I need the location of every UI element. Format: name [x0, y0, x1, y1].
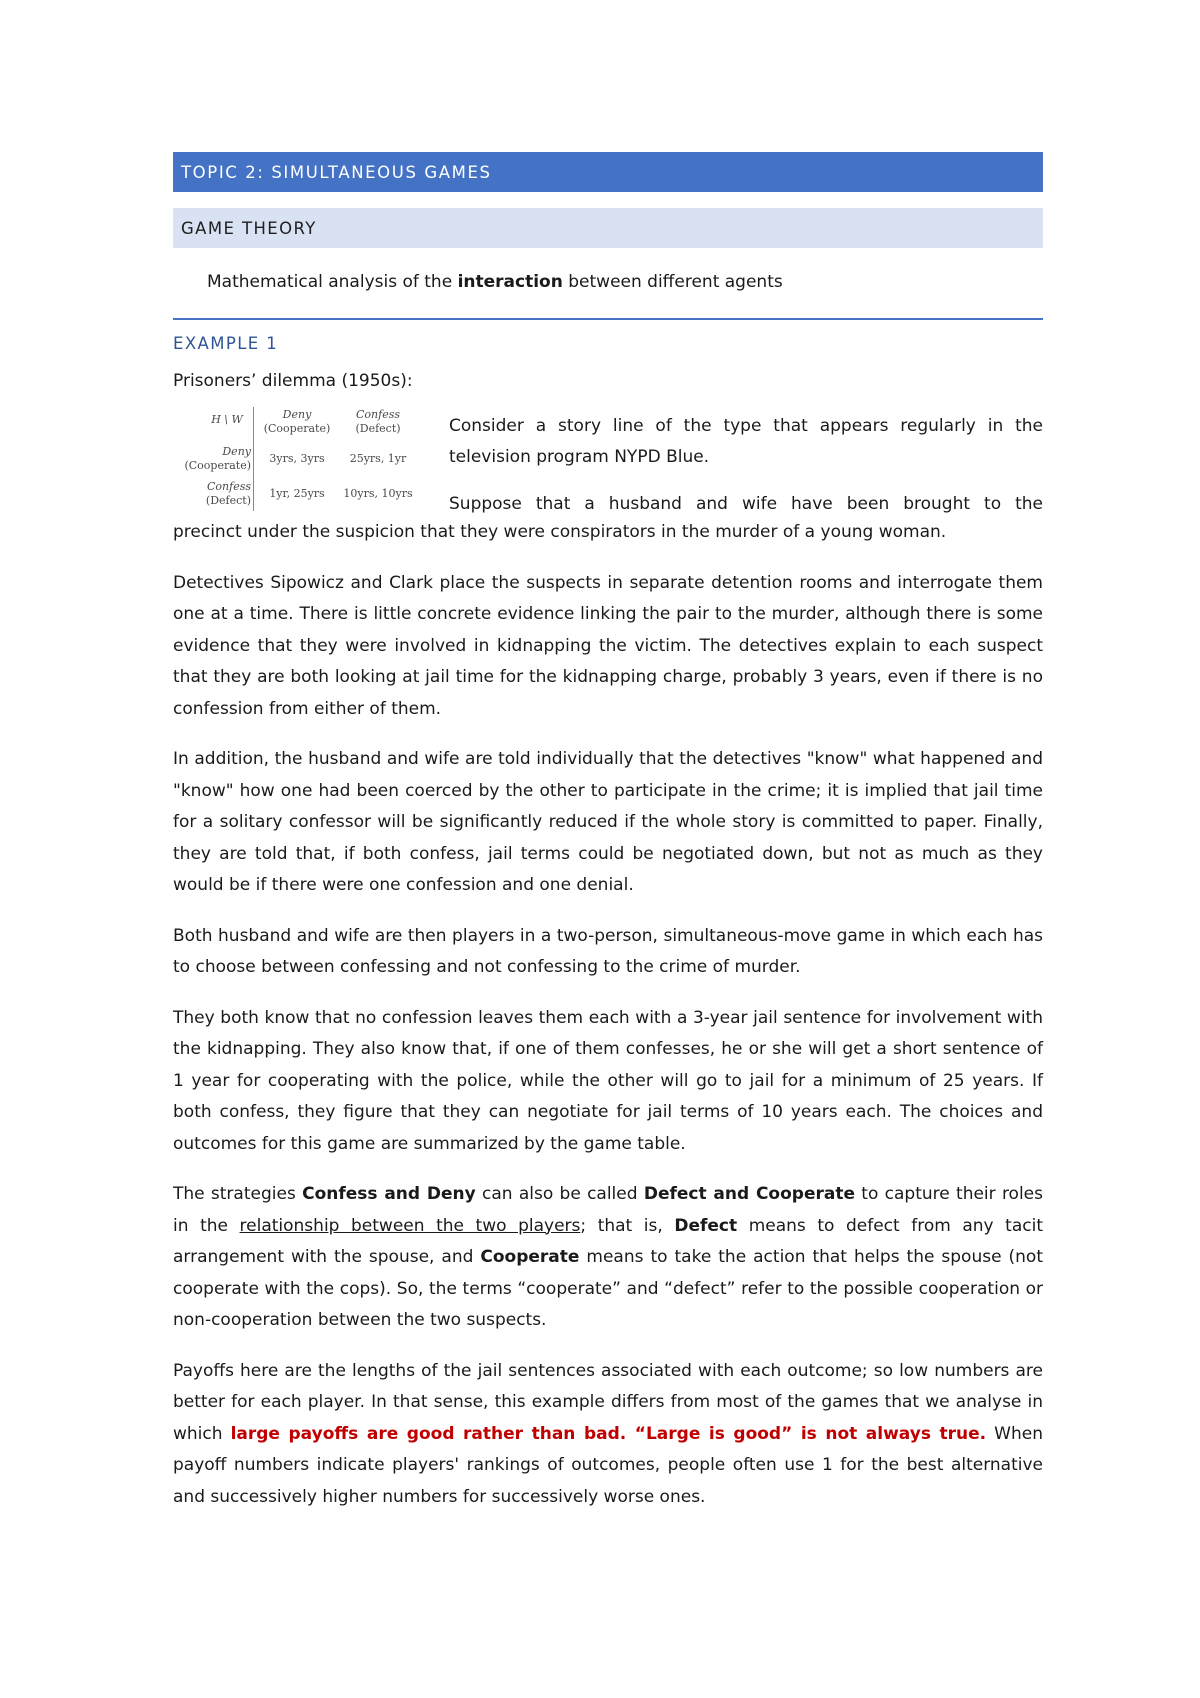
intro-line: Mathematical analysis of the interaction between different agents: [207, 272, 783, 292]
section-header: [173, 208, 1043, 248]
payoff-table: [173, 405, 417, 513]
example-subheading: Prisoners’ dilemma (1950s):: [173, 371, 413, 391]
payoff-confess-confess: 10yrs, 10yrs: [343, 487, 413, 500]
paragraph-8: Payoffs here are the lengths of the jail sentences associated with each outcome; so low numbers are better for each player. In that sense, this example differs from most of the games that we analyse in which large payoffs are good rather than bad. “Large is good” is not always true. When payoff numbers indicate players' rankings of outcomes, people often use 1 for the best alternative and successively higher numbers for successively worse ones.: [173, 1360, 1043, 1507]
payoff-deny-confess: 25yrs, 1yr: [349, 452, 407, 465]
wrapped-text: [449, 411, 1043, 520]
intro-bold: interaction: [457, 272, 563, 292]
payoff-confess-deny: 1yr, 25yrs: [269, 487, 325, 500]
body-text: [173, 517, 1043, 1513]
section-title: GAME THEORY: [181, 218, 317, 238]
paragraph-4: In addition, the husband and wife are told individually that the detectives "know" what happened and "know" how one had been coerced by the other to participate in the crime; it is implied that jail time for a solitary confessor will be significantly reduced if the whole story is committed to paper. Finally, they are told that, if both confess, jail terms could be negotiated down, but not as much as they would be if there were one confession and one denial.: [173, 749, 1043, 895]
red-emphasis: large payoffs are good rather than bad. “Large is good” is not always true.: [230, 1423, 987, 1444]
paragraph-3: Detectives Sipowicz and Clark place the suspects in separate detention rooms and interrogate them one at a time. There is little concrete evidence linking the pair to the murder, although there is some evidence that they were involved in kidnapping the victim. The detectives explain to each suspect that they are both looking at jail time for the kidnapping charge, probably 3 years, even if there is no confession from either of them.: [173, 572, 1043, 719]
paragraph-2-end: precinct under the suspicion that they were conspirators in the murder of a young woman.: [173, 522, 947, 542]
row-header-confess: Confess (Defect): [205, 480, 251, 507]
underlined-phrase: relationship between the two players: [239, 1215, 581, 1236]
paragraph-7: The strategies Confess and Deny can also be called Defect and Cooperate to capture their roles in the relationship between the two players; that is, Defect means to defect from any tacit arrangement with the spouse, and Cooperate means to take the action that helps the spouse (not cooperate with the cops). So, the terms “cooperate” and “defect” refer to the possible cooperation or non-cooperation between the two suspects.: [173, 1184, 1043, 1330]
payoff-deny-deny: 3yrs, 3yrs: [269, 452, 325, 465]
paragraph-6: They both know that no confession leaves them each with a 3-year jail sentence for involvement with the kidnapping. They also know that, if one of them confesses, he or she will get a short sentence of 1 year for cooperating with the police, while the other will go to jail for a minimum of 25 years. If both confess, they figure that they can negotiate for jail terms of 10 years each. The choices and outcomes for this game are summarized by the game table.: [173, 1007, 1043, 1154]
paragraph-2-start: Suppose that a husband and wife have been brought to the: [449, 494, 1043, 514]
document-page: [173, 152, 1043, 1532]
example-heading: EXAMPLE 1: [173, 334, 279, 353]
section-divider: [173, 318, 1043, 320]
game-figure: [173, 405, 1043, 523]
row-header-deny: Deny (Cooperate): [184, 445, 251, 472]
col-header-confess: Confess (Defect): [355, 408, 401, 435]
topic-title: TOPIC 2: SIMULTANEOUS GAMES: [181, 162, 492, 182]
table-corner: H \ W: [211, 413, 243, 426]
topic-header: [173, 152, 1043, 192]
paragraph-5: Both husband and wife are then players in a two-person, simultaneous-move game in which each has to choose between confessing and not confessing to the crime of murder.: [173, 925, 1043, 977]
paragraph-1: Consider a story line of the type that appears regularly in the television program NYPD Blue.: [449, 416, 1043, 467]
table-divider: [253, 407, 254, 511]
col-header-deny: Deny (Cooperate): [263, 408, 331, 435]
